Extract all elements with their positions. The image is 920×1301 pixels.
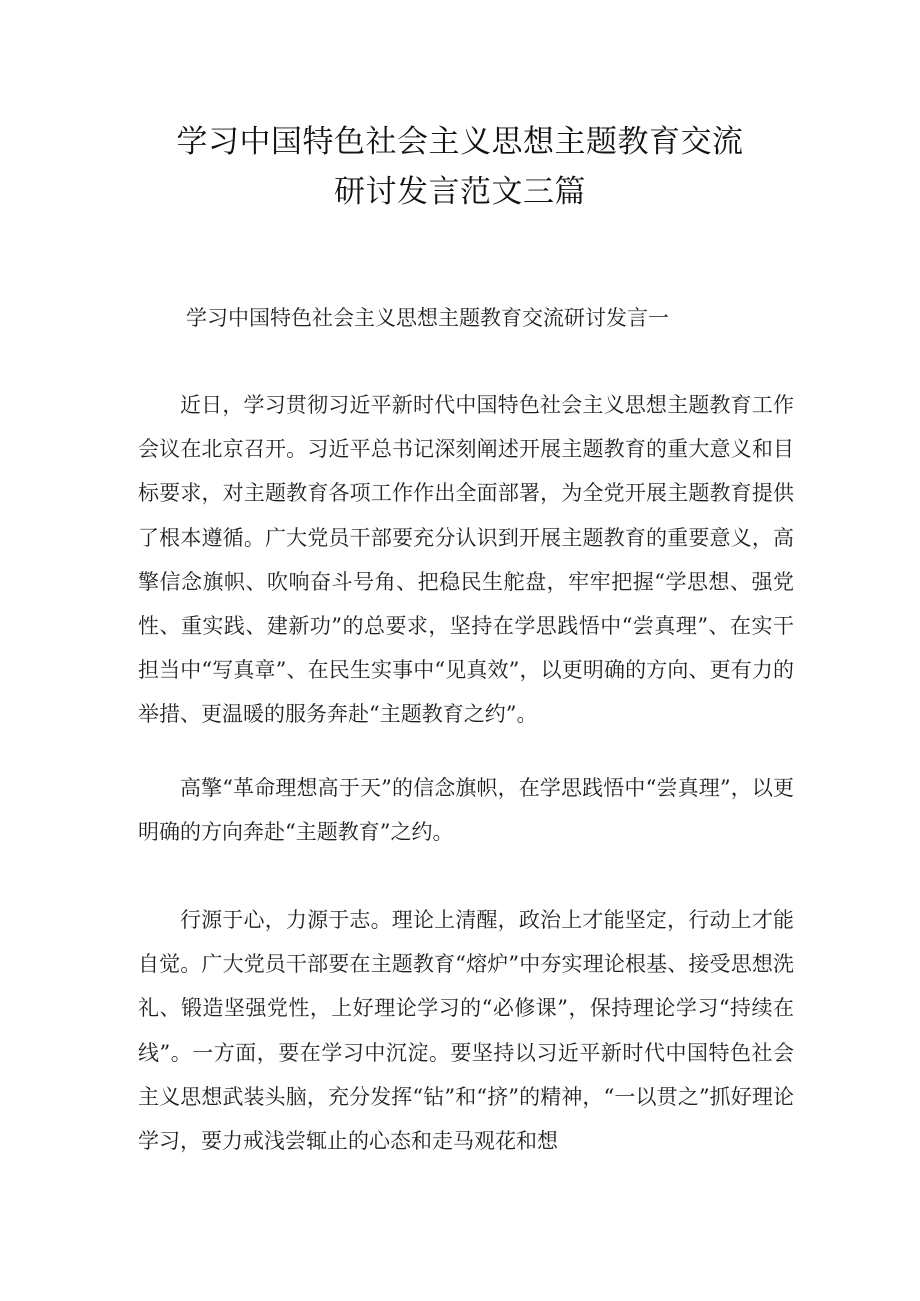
document-title-line-2: 研讨发言范文三篇: [334, 174, 586, 210]
paragraph-3: 行源于心，力源于志。理论上清醒，政治上才能坚定，行动上才能自觉。广大党员干部要在主题教育“熔炉”中夯实理论根基、接受思想洗礼、锻造坚强党性，上好理论学习的“必修课”，保持理论学习“持续在线”。一方面，要在学习中沉淀。要坚持以习近平新时代中国特色社会主义思想武装头脑，充分发挥“钻”和“挤”的精神，“一以贯之”抓好理论学习，要力戒浅尝辄止的心态和走马观花和想: [138, 908, 794, 1154]
section-heading: 学习中国特色社会主义思想主题教育交流研讨发言一: [186, 306, 669, 330]
document-title-line-1: 学习中国特色社会主义思想主题教育交流: [176, 124, 744, 160]
paragraph-1: 近日，学习贯彻习近平新时代中国特色社会主义思想主题教育工作会议在北京召开。习近平总书记深刻阐述开展主题教育的重大意义和目标要求，对主题教育各项工作作出全面部署，为全党开展主题教育提供了根本遵循。广大党员干部要充分认识到开展主题教育的重要意义，高擎信念旗帜、吹响奋斗号角、把稳民生舵盘，牢牢把握“学思想、强党性、重实践、建新功”的总要求，坚持在学思践悟中“尝真理”、在实干担当中“写真章”、在民生实事中“见真效”，以更明确的方向、更有力的举措、更温暖的服务奔赴“主题教育之约”。: [138, 393, 794, 727]
paragraph-2: 高擎“革命理想高于天”的信念旗帜，在学思践悟中“尝真理”，以更明确的方向奔赴“主题教育”之约。: [138, 776, 794, 845]
